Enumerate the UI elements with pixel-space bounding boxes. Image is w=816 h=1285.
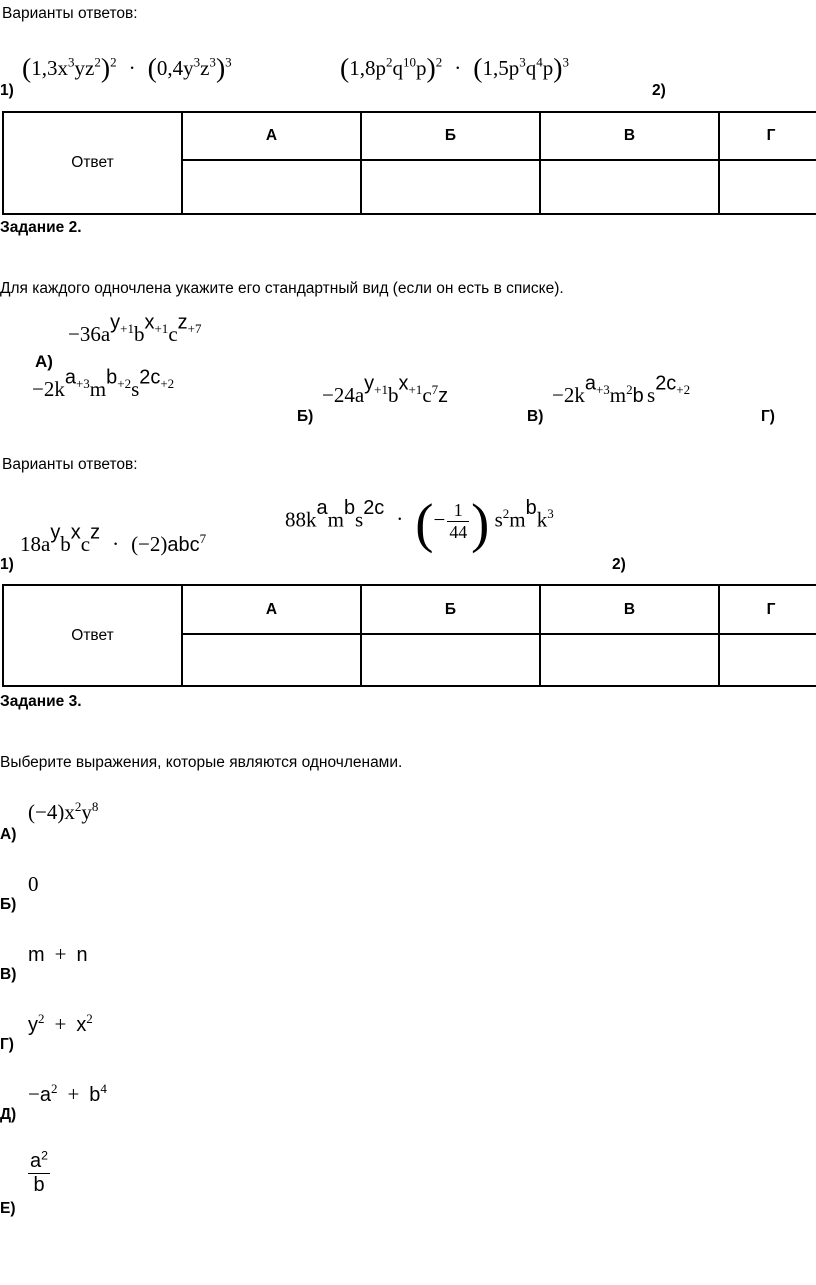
column-header-v: В <box>540 585 719 634</box>
answer-cell-v[interactable] <box>540 160 719 214</box>
column-header-g: Г <box>719 585 816 634</box>
answer-cell-a[interactable] <box>182 160 361 214</box>
column-header-g: Г <box>719 112 816 160</box>
task3-label-v: В) <box>0 966 17 983</box>
task2-answer-2: $88k^am^bs^{2c}$ · (− $\frac{1}{44}$ ) $s^2m^bk^3$ <box>285 492 554 554</box>
task2-answer-2-number: 2) <box>612 556 626 573</box>
answer-table-2 <box>2 584 816 687</box>
task2-monomial-v: $-24a^{y+1}b^{x+1}c^7z$ <box>322 372 449 407</box>
answer-row-label: Ответ <box>3 585 182 686</box>
column-header-b: Б <box>361 112 540 160</box>
answer-cell-b[interactable] <box>361 160 540 214</box>
task2-label-a: А) <box>35 352 53 371</box>
task1-option-1-number: 1) <box>0 82 14 99</box>
task3-title: Задание 3. <box>0 693 82 710</box>
answer-cell-a[interactable] <box>182 634 361 686</box>
column-header-b: Б <box>361 585 540 634</box>
task3-prompt: Выберите выражения, которые являются одночленами. <box>0 754 403 771</box>
task1-option-2-number: 2) <box>652 82 666 99</box>
task2-monomial-a: $-36a^{y+1}b^{x+1}c^{z+7}$ <box>68 311 202 346</box>
task1-expression-1: $(1,3x^3yz^2)^2 \cdot (0,4y^3z^3)^3$ <box>22 52 232 83</box>
task2-monomial-b: $-2k^{a+3}m^{b+2}s^{2c+2}$ <box>32 366 175 401</box>
task3-expression-e: $\frac{a^2}{b}$ <box>30 1148 48 1196</box>
task2-label-b: Б) <box>297 408 314 425</box>
task3-expression-g: $y^2 + x^2$ <box>28 1010 93 1036</box>
answer-table-1 <box>2 111 816 215</box>
task3-expression-b: 0 <box>28 872 39 896</box>
task3-label-d: Д) <box>0 1106 17 1123</box>
column-header-v: В <box>540 112 719 160</box>
task3-label-b: Б) <box>0 896 17 913</box>
task3-label-a: А) <box>0 826 17 843</box>
task2-answer-1-number: 1) <box>0 556 14 573</box>
answer-cell-g[interactable] <box>719 160 816 214</box>
task3-label-e: Е) <box>0 1200 16 1217</box>
task2-variants-header: Варианты ответов: <box>2 456 138 473</box>
column-header-a: А <box>182 112 361 160</box>
task2-label-v: В) <box>527 408 544 425</box>
answer-row-label: Ответ <box>3 112 182 214</box>
answer-cell-g[interactable] <box>719 634 816 686</box>
task3-expression-v: m + n <box>28 942 88 966</box>
task2-prompt: Для каждого одночлена укажите его стандартный вид (если он есть в списке). <box>0 280 564 297</box>
task2-title: Задание 2. <box>0 219 82 236</box>
answer-cell-v[interactable] <box>540 634 719 686</box>
task3-label-g: Г) <box>0 1036 14 1053</box>
task2-label-g: Г) <box>761 408 775 425</box>
column-header-a: А <box>182 585 361 634</box>
task1-expression-2: $(1,8p^2q^{10}p)^2 \cdot (1,5p^3q^4p)^3$ <box>340 52 570 83</box>
task2-monomial-g: $-2k^{a+3}m^2b$ $s^{2c+2}$ <box>552 372 691 407</box>
task3-expression-a: $(-4)x^2y^8$ <box>28 798 99 824</box>
task3-expression-d: $-a^2 + b^4$ <box>28 1080 107 1106</box>
task2-answer-1: $18a^yb^xc^z \cdot (-2)abc^7$ <box>20 521 207 556</box>
answer-cell-b[interactable] <box>361 634 540 686</box>
variants-header: Варианты ответов: <box>2 5 138 22</box>
